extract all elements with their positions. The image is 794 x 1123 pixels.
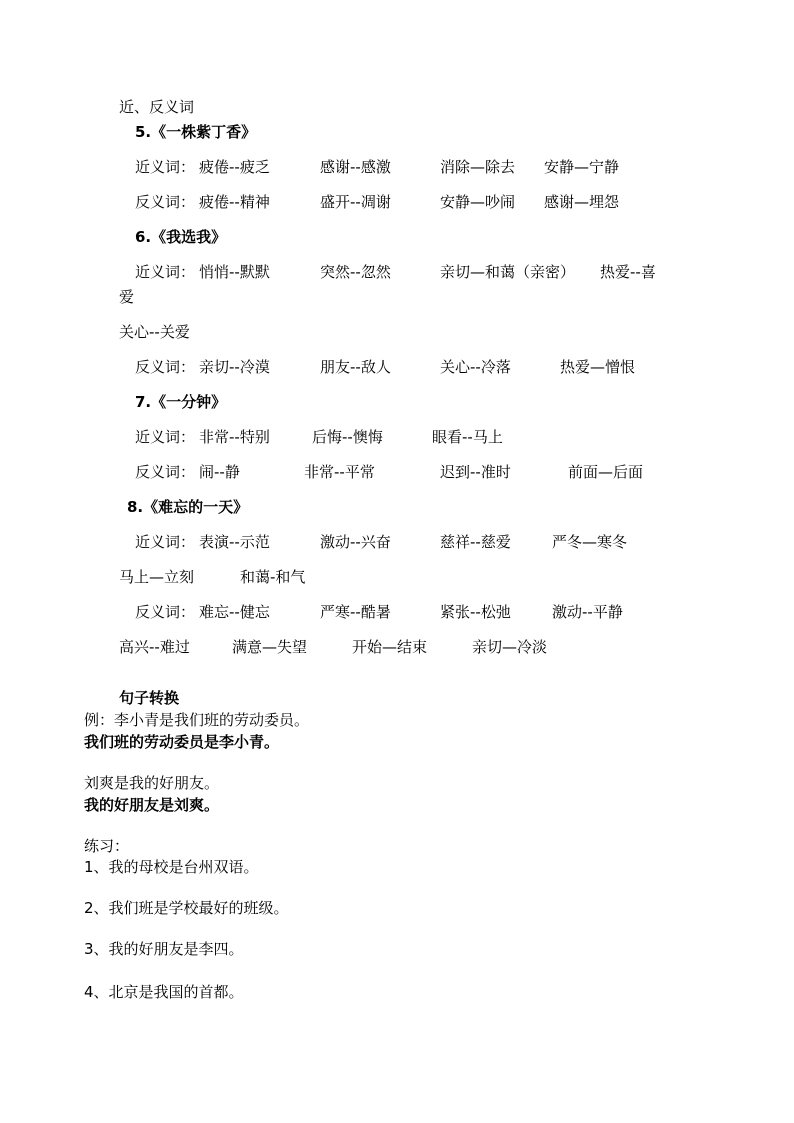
word-pair: 闹--静 [199, 463, 240, 481]
word-pair: 热爱--喜 [600, 263, 656, 281]
word-pair: 开始—结束 [352, 638, 428, 656]
word-pair: 和蔼-和气 [240, 568, 306, 586]
section-title: 近、反义词 [119, 98, 195, 116]
word-pair: 热爱—憎恨 [560, 358, 636, 376]
synonym-label: 近义词： [135, 533, 196, 551]
word-pair: 后悔--懊悔 [312, 428, 383, 446]
example-sentence: 刘爽是我的好朋友。 [84, 774, 220, 792]
word-pair: 消除—除去 [440, 158, 516, 176]
exercise-item: 3、我的好朋友是李四。 [84, 940, 244, 958]
word-pair: 眼看--马上 [432, 428, 503, 446]
word-pair: 突然--忽然 [320, 263, 391, 281]
antonym-label: 反义词： [135, 603, 196, 621]
word-pair: 前面—后面 [568, 463, 644, 481]
word-pair: 迟到--准时 [440, 463, 511, 481]
word-pair: 激动--平静 [552, 603, 623, 621]
antonym-label: 反义词： [135, 463, 196, 481]
word-pair: 亲切—冷淡 [472, 638, 548, 656]
antonym-label: 反义词： [135, 193, 196, 211]
synonym-label: 近义词： [135, 263, 196, 281]
word-pair: 难忘--健忘 [199, 603, 270, 621]
word-pair: 严寒--酷暑 [320, 603, 391, 621]
word-pair: 表演--示范 [199, 533, 270, 551]
word-pair: 紧张--松弛 [440, 603, 511, 621]
antonym-label: 反义词： [135, 358, 196, 376]
word-pair: 盛开--凋谢 [320, 193, 391, 211]
word-pair: 满意—失望 [232, 638, 308, 656]
exercise-item: 1、我的母校是台州双语。 [84, 858, 259, 876]
word-pair: 激动--兴奋 [320, 533, 391, 551]
word-pair: 安静—宁静 [544, 158, 620, 176]
exercise-item: 4、北京是我国的首都。 [84, 983, 244, 1001]
lesson-title: 7.《一分钟》 [135, 393, 227, 411]
word-pair: 关心--冷落 [440, 358, 511, 376]
word-pair: 高兴--难过 [119, 638, 190, 656]
example-sentence: 例：李小青是我们班的劳动委员。 [84, 711, 310, 729]
word-pair: 感谢--感激 [320, 158, 391, 176]
word-pair: 非常--特别 [199, 428, 270, 446]
word-pair: 朋友--敌人 [320, 358, 391, 376]
word-pair: 关心--关爱 [119, 323, 190, 341]
word-pair: 严冬—寒冬 [552, 533, 628, 551]
word-pair: 安静—吵闹 [440, 193, 516, 211]
word-pair: 马上—立刻 [119, 568, 195, 586]
example-answer: 我们班的劳动委员是李小青。 [84, 733, 280, 751]
word-pair: 亲切--冷漠 [199, 358, 270, 376]
lesson-title: 6.《我选我》 [135, 228, 227, 246]
word-pair: 爱 [119, 288, 135, 306]
word-pair: 悄悄--默默 [199, 263, 270, 281]
exercise-item: 2、我们班是学校最好的班级。 [84, 899, 289, 917]
word-pair: 亲切—和蔼（亲密） [440, 263, 576, 281]
example-answer: 我的好朋友是刘爽。 [84, 796, 220, 814]
synonym-label: 近义词： [135, 428, 196, 446]
word-pair: 慈祥--慈爱 [440, 533, 511, 551]
sentence-section-title: 句子转换 [119, 689, 180, 707]
lesson-title: 5.《一株紫丁香》 [135, 123, 257, 141]
word-pair: 非常--平常 [304, 463, 375, 481]
word-pair: 感谢—埋怨 [544, 193, 620, 211]
practice-label: 练习： [84, 837, 130, 855]
synonym-label: 近义词： [135, 158, 196, 176]
lesson-title: 8.《难忘的一天》 [127, 498, 249, 516]
word-pair: 疲倦--精神 [199, 193, 270, 211]
word-pair: 疲倦--疲乏 [199, 158, 270, 176]
